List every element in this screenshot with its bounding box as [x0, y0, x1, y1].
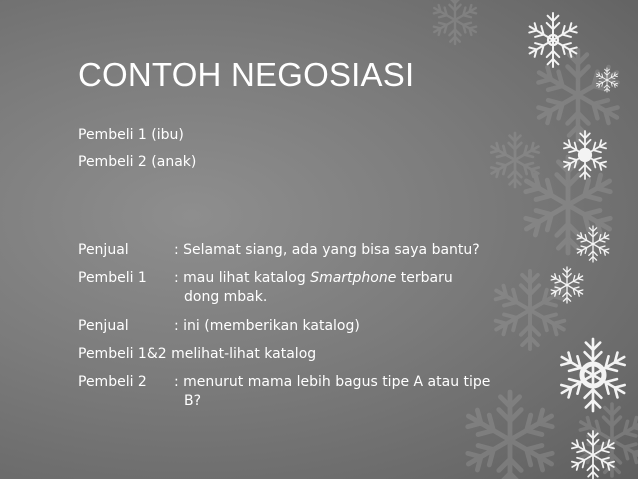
narration-line: Pembeli 1&2 melihat-lihat katalog: [78, 346, 317, 362]
utterance-continuation: B?: [184, 393, 202, 409]
participant-line: Pembeli 2 (anak): [78, 154, 197, 170]
speaker-label: Pembeli 1: [78, 270, 147, 286]
slide-title: CONTOH NEGOSIASI: [78, 56, 415, 93]
utterance-text: : ini (memberikan katalog): [174, 318, 360, 334]
italic-term: Smartphone: [310, 270, 397, 286]
utterance-text-part: terbaru: [396, 270, 453, 286]
utterance-text: : menurut mama lebih bagus tipe A atau tipe: [174, 374, 491, 390]
speaker-label: Penjual: [78, 318, 129, 334]
utterance-text: [174, 269, 453, 288]
utterance-continuation: dong mbak.: [184, 289, 268, 305]
speaker-label: Penjual: [78, 242, 129, 258]
participant-line: Pembeli 1 (ibu): [78, 127, 184, 143]
utterance-text-part: : mau lihat katalog: [174, 270, 311, 286]
speaker-label: Pembeli 2: [78, 374, 147, 390]
utterance-text: : Selamat siang, ada yang bisa saya bantu?: [174, 242, 480, 258]
